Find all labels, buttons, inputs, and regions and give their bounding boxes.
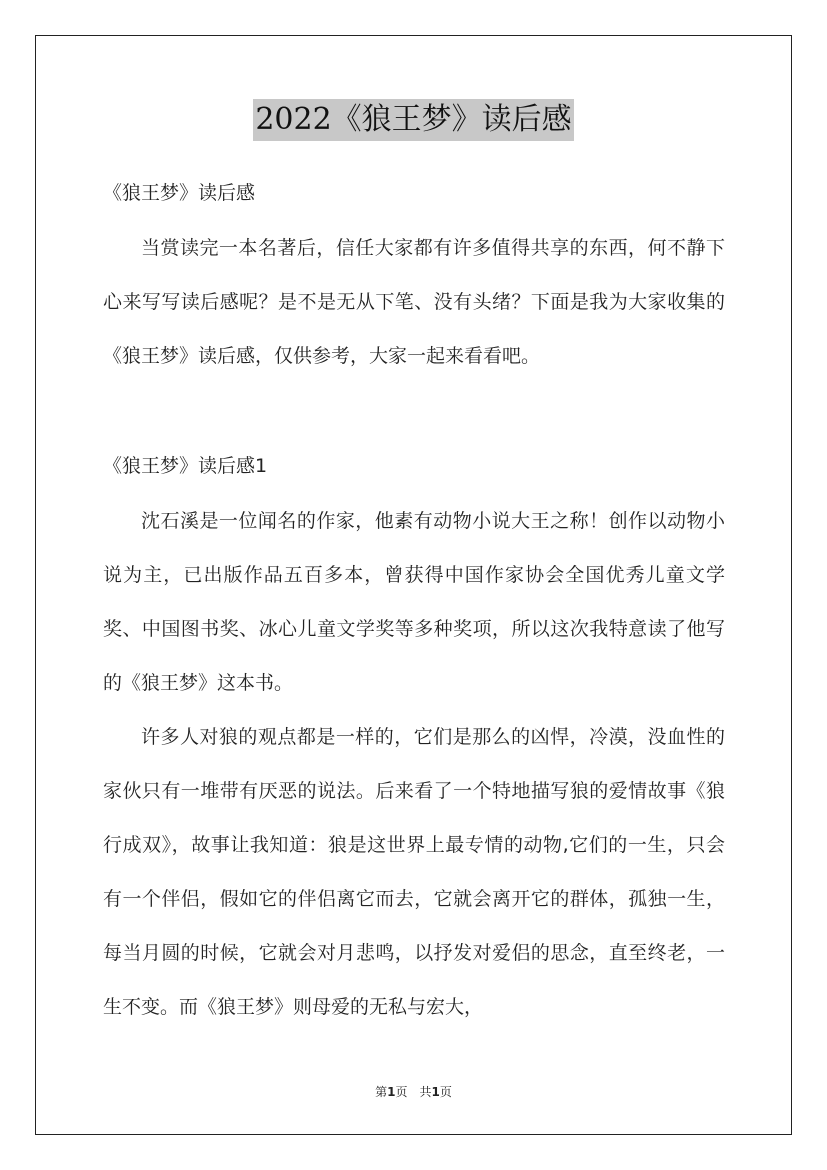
footer-prefix: 第 — [375, 1085, 388, 1099]
footer-page-current: 1 — [387, 1085, 396, 1099]
title-area — [0, 99, 827, 141]
section1-paragraph-1: 沈石溪是一位闻名的作家，他素有动物小说大王之称！创作以动物小说为主，已出版作品五百多本，曾获得中国作家协会全国优秀儿童文学奖、中国图书奖、冰心儿童文学奖等多种奖项，所以这次我特意读了他写的《狼王梦》这本书。 — [103, 510, 725, 694]
section1-paragraph-2: 许多人对狼的观点都是一样的，它们是那么的凶悍，冷漠，没血性的家伙只有一堆带有厌恶的说法。后来看了一个特地描写狼的爱情故事《狼行成双》，故事让我知道：狼是这世界上最专情的动物,它们的一生，只会有一个伴侣，假如它的伴侣离它而去，它就会离开它的群体，孤独一生，每当月圆的时候，它就会对月悲鸣，以抒发对爱侣的思念，直至终老，一生不变。而《狼王梦》则母爱的无私与宏大， — [103, 726, 725, 1018]
footer-suffix: 页 — [439, 1085, 452, 1099]
footer-page-total: 1 — [431, 1085, 440, 1099]
intro-section — [103, 221, 725, 383]
intro-paragraph: 当赏读完一本名著后，信任大家都有许多值得共享的东西，何不静下心来写写读后感呢？是不是无从下笔、没有头绪？下面是我为大家收集的《狼王梦》读后感，仅供参考，大家一起来看看吧。 — [103, 237, 725, 367]
page-footer — [0, 1083, 827, 1100]
section1-body — [103, 494, 725, 1034]
document-title: 2022《狼王梦》读后感 — [253, 99, 573, 141]
section1-heading: 《狼王梦》读后感1 — [103, 455, 268, 477]
footer-mid: 页 共 — [395, 1085, 432, 1099]
intro-heading: 《狼王梦》读后感 — [103, 182, 256, 204]
